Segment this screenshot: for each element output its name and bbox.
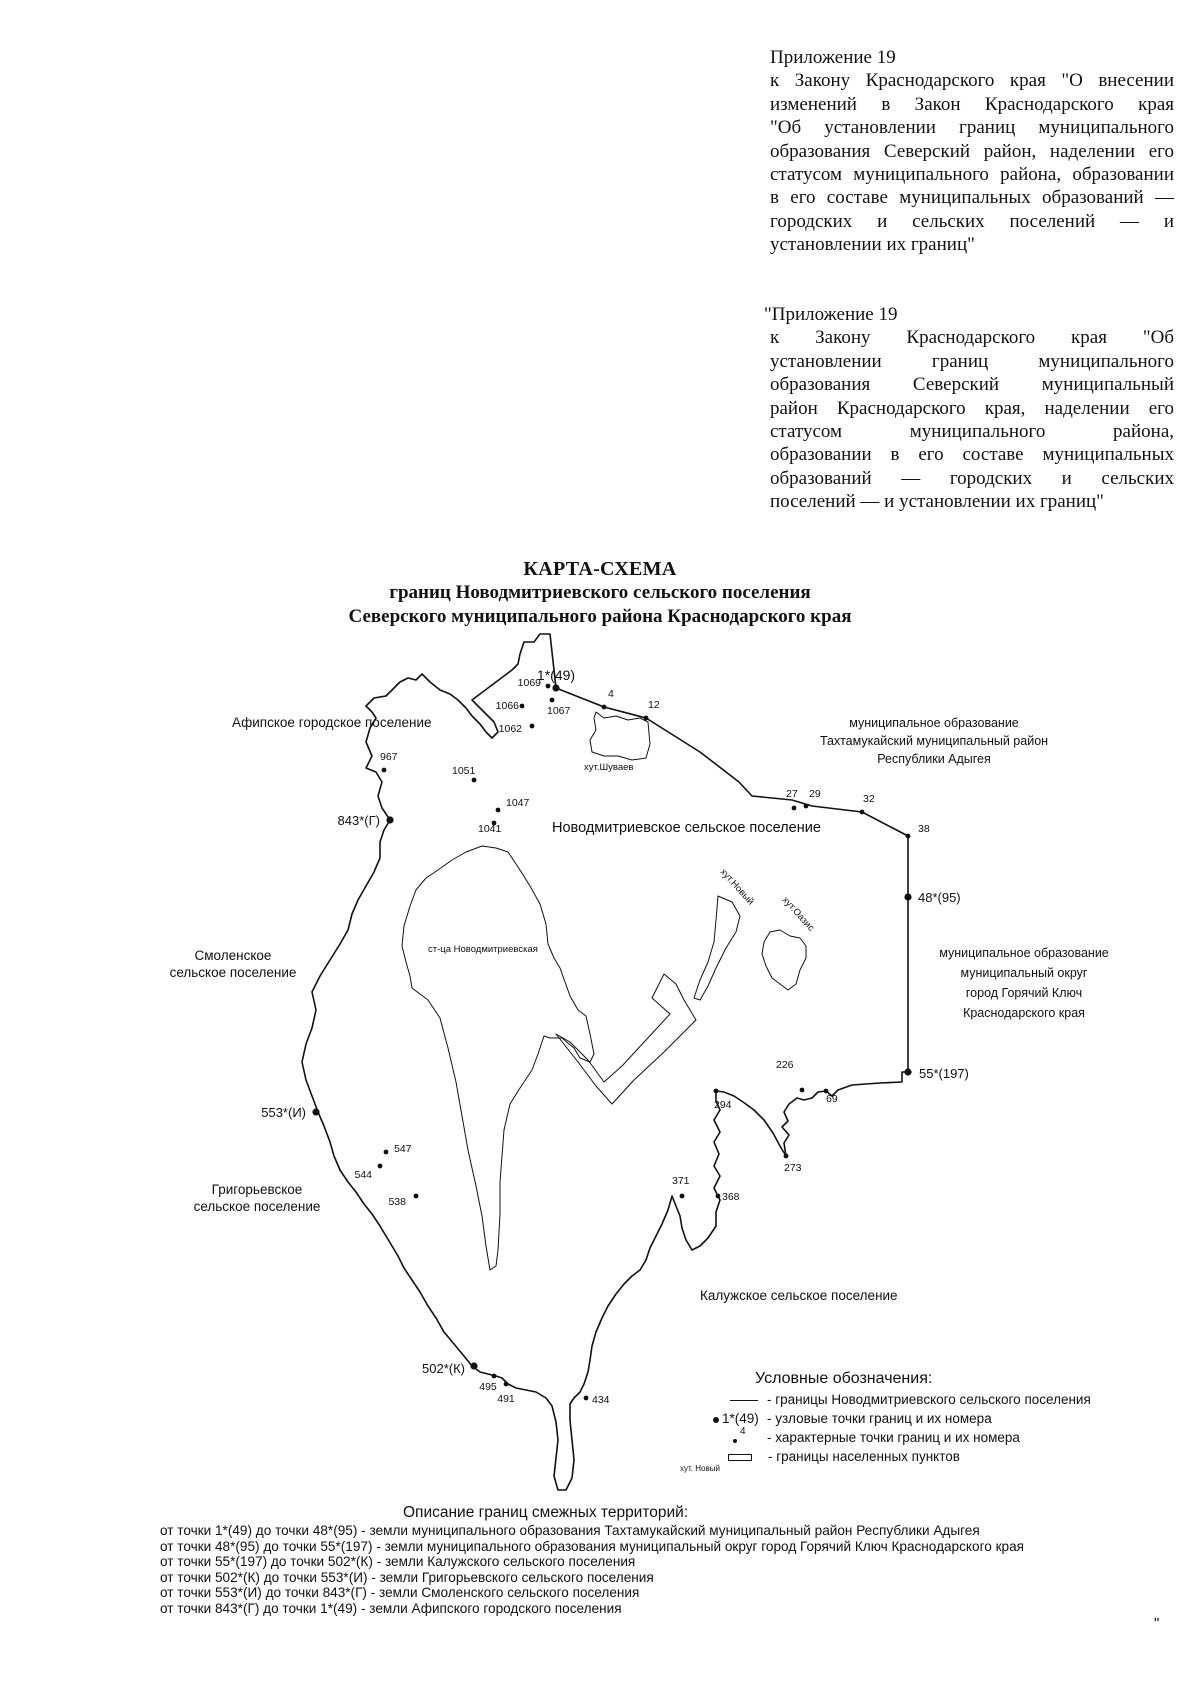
- char-point-p491: [504, 1382, 509, 1387]
- node-point-p48: [904, 893, 911, 900]
- legend-label: - границы Новодмитриевского сельского поселения: [767, 1392, 1091, 1407]
- char-point-p1066: [520, 704, 525, 709]
- map-label-regions.goryachiy-3: город Горячий Ключ: [965, 986, 1083, 1000]
- map-label-settlements.shuvaev: хут.Шуваев: [584, 762, 634, 773]
- char-point-p29: [804, 804, 809, 809]
- map-label-points.p32: 32: [863, 793, 875, 805]
- map-label-regions.takhtam-3: Республики Адыгея: [877, 752, 991, 766]
- map-label-points.p1062: 1062: [498, 723, 522, 735]
- legend-label: - границы населенных пунктов: [768, 1449, 960, 1464]
- map-label-points.p544: 544: [354, 1169, 372, 1181]
- description-line: от точки 48*(95) до точки 55*(197) - земли муниципального образования муниципальный округ город Горячий Ключ Краснодарского края: [160, 1538, 1024, 1554]
- map-label-points.p371: 371: [672, 1175, 690, 1187]
- description-line: от точки 1*(49) до точки 48*(95) - земли муниципального образования Тахтамукайский муниципальный район Республики Адыгея: [160, 1523, 980, 1538]
- map-label-points.p27: 27: [786, 788, 798, 800]
- char-point-p967: [382, 768, 387, 773]
- map-label-points.p1047: 1047: [506, 797, 530, 809]
- char-point-p544: [378, 1164, 383, 1169]
- node-point-p55: [904, 1068, 911, 1075]
- appendix-line: установлении границ муниципального: [770, 350, 1174, 372]
- map-label-points.p1069: 1069: [517, 677, 541, 689]
- map-label-points.p1066: 1066: [495, 700, 519, 712]
- map-label-points.p4: 4: [608, 688, 614, 700]
- noviy-outline: [694, 896, 740, 1000]
- map-label-points.p495: 495: [479, 1381, 497, 1393]
- legend-label: - характерные точки границ и их номера: [767, 1430, 1020, 1445]
- appendix-line: в его составе муниципальных образований —: [770, 187, 1174, 209]
- map-label-points.p294: 294: [714, 1099, 732, 1111]
- map-label-regions.goryachiy-1: муниципальное образование: [939, 946, 1109, 960]
- legend-sample: 1*(49): [722, 1411, 759, 1426]
- char-point-p294: [714, 1089, 719, 1094]
- legend-sample: хут. Новый: [680, 1464, 720, 1473]
- stanitsa-outline: [402, 846, 594, 1270]
- map-label-points.p29: 29: [809, 788, 821, 800]
- map-label-points.p502: 502*(К): [422, 1361, 465, 1376]
- map-label-points.p434: 434: [592, 1394, 610, 1406]
- map-label-settlements.oazis: хут.Оазис: [779, 894, 817, 934]
- map-label-points.p48: 48*(95): [918, 890, 961, 905]
- map-label-regions.kaluzhskoe: Калужское сельское поселение: [700, 1288, 898, 1303]
- map-label-points.p38: 38: [918, 823, 930, 835]
- char-point-p547: [384, 1150, 389, 1155]
- map-label-points.p368: 368: [722, 1191, 740, 1203]
- map-label-points.p1: 1*(49): [536, 667, 576, 683]
- map-label-points.p1051: 1051: [452, 765, 476, 777]
- appendix-line: статусом муниципального района, образовании: [770, 164, 1174, 186]
- description-line: от точки 843*(Г) до точки 1*(49) - земли Афипского городского поселения: [160, 1600, 622, 1616]
- settlement-outline-icon: [728, 1454, 752, 1461]
- char-point-p371: [680, 1194, 685, 1199]
- appendix-line: поселений — и установлении их границ": [770, 491, 1104, 513]
- map-label-points.p843: 843*(Г): [337, 813, 380, 828]
- map-title-line-1: КАРТА-СХЕМА: [523, 558, 677, 580]
- map-label-regions.goryachiy-2: муниципальный округ: [960, 966, 1088, 980]
- oazis-outline: [762, 930, 806, 990]
- description-line: от точки 553*(И) до точки 843*(Г) - земли Смоленского сельского поселения: [160, 1585, 640, 1601]
- map-label-regions.grigorievskoe-1: Григорьевское: [211, 1182, 303, 1197]
- appendix-line: "Об установлении границ муниципального: [770, 117, 1174, 139]
- appendix-line: образования Северский район, наделении его: [770, 140, 1174, 162]
- node-dot-icon: [713, 1417, 719, 1423]
- appendix-line: Приложение 19: [770, 47, 896, 68]
- map-label-settlements.stanitsa: ст-ца Новодмитриевская: [428, 944, 538, 955]
- appendix-line: изменений в Закон Краснодарского края: [770, 93, 1174, 115]
- map-label-regions.takhtam-1: муниципальное образование: [849, 716, 1019, 730]
- appendix-line: образований — городских и сельских: [770, 467, 1174, 489]
- map-label-points.p55: 55*(197): [919, 1066, 969, 1081]
- description-line: от точки 502*(К) до точки 553*(И) - земли Григорьевского сельского поселения: [160, 1569, 654, 1585]
- appendix-line: образовании в его составе муниципальных: [770, 444, 1174, 466]
- map-label-settlements.noviy: хут.Новый: [717, 866, 756, 908]
- legend-label: - узловые точки границ и их номера: [767, 1411, 992, 1426]
- char-point-p12: [644, 716, 649, 721]
- appendix-line: городских и сельских поселений — и: [770, 210, 1174, 232]
- description-title: Описание границ смежных территорий:: [403, 1504, 689, 1521]
- char-point-p1047: [496, 808, 501, 813]
- appendix-line: статусом муниципального района,: [770, 421, 1174, 443]
- map-label-points.p273: 273: [784, 1162, 802, 1174]
- char-point-p38: [906, 834, 911, 839]
- stanitsa-ring: [556, 974, 696, 1104]
- legend-line-symbol: [730, 1400, 758, 1401]
- map-label-points.p226: 226: [776, 1059, 794, 1071]
- map-label-points.p491: 491: [497, 1393, 515, 1405]
- char-point-p226: [800, 1088, 805, 1093]
- description-line: от точки 55*(197) до точки 502*(К) - земли Калужского сельского поселения: [160, 1554, 636, 1570]
- legend-sample: 4: [740, 1426, 746, 1437]
- closing-quote: ": [1154, 1615, 1160, 1632]
- char-point-p1069: [546, 684, 551, 689]
- map-label-regions.goryachiy-4: Краснодарского края: [963, 1006, 1085, 1020]
- map-label-regions.smolenskoe-2: сельское поселение: [169, 965, 297, 980]
- map-label-points.p69: 69: [826, 1093, 838, 1105]
- map-label-points.p967: 967: [380, 751, 398, 763]
- appendix-line: "Приложение 19: [764, 304, 898, 325]
- appendix-line: образования Северский муниципальный: [770, 374, 1174, 396]
- map-label-points.p553: 553*(И): [261, 1105, 306, 1120]
- char-point-p27: [792, 806, 797, 811]
- map-label-regions.grigorievskoe-2: сельское поселение: [193, 1199, 321, 1214]
- appendix-line: к Закону Краснодарского края "О внесении: [770, 70, 1174, 92]
- char-point-p368: [716, 1194, 721, 1199]
- char-point-p32: [860, 810, 865, 815]
- map-label-points.p12: 12: [648, 699, 660, 711]
- map-title-line-3: Северского муниципального района Краснодарского края: [348, 606, 852, 627]
- node-point-p553: [312, 1108, 319, 1115]
- char-point-p434: [584, 1396, 589, 1401]
- char-point-p273: [784, 1154, 789, 1159]
- map-label-points.p538: 538: [388, 1196, 406, 1208]
- appendix-line: район Краснодарского края, наделении его: [770, 397, 1174, 419]
- map-title-line-2: границ Новодмитриевского сельского поселения: [389, 582, 811, 603]
- node-point-p1: [552, 684, 559, 691]
- map-label-regions.takhtam-2: Тахтамукайский муниципальный район: [819, 734, 1049, 748]
- map-label-points.p1041: 1041: [478, 823, 502, 835]
- node-point-p843: [386, 816, 393, 823]
- char-point-p1051: [472, 778, 477, 783]
- char-point-p538: [414, 1194, 419, 1199]
- appendix-line: установлении их границ": [770, 234, 975, 256]
- char-point-p1062: [530, 724, 535, 729]
- map-label-regions.afipsky: Афипское городское поселение: [232, 715, 432, 730]
- appendix-line: к Закону Краснодарского края "Об: [770, 327, 1174, 349]
- char-point-p1067: [550, 698, 555, 703]
- map-label-regions.novodmitrievskoe: Новодмитриевское сельское поселение: [552, 820, 821, 836]
- map-label-points.p1067: 1067: [547, 705, 571, 717]
- shuvaev-outline: [590, 712, 650, 760]
- point-dot-icon: [733, 1439, 737, 1443]
- map-label-regions.smolenskoe-1: Смоленское: [194, 948, 272, 963]
- char-point-p495: [492, 1374, 497, 1379]
- description-block: [160, 1523, 1024, 1617]
- node-point-p502: [470, 1362, 477, 1369]
- legend-title: Условные обозначения:: [755, 1370, 933, 1387]
- map-label-points.p547: 547: [394, 1143, 412, 1155]
- char-point-p4: [602, 705, 607, 710]
